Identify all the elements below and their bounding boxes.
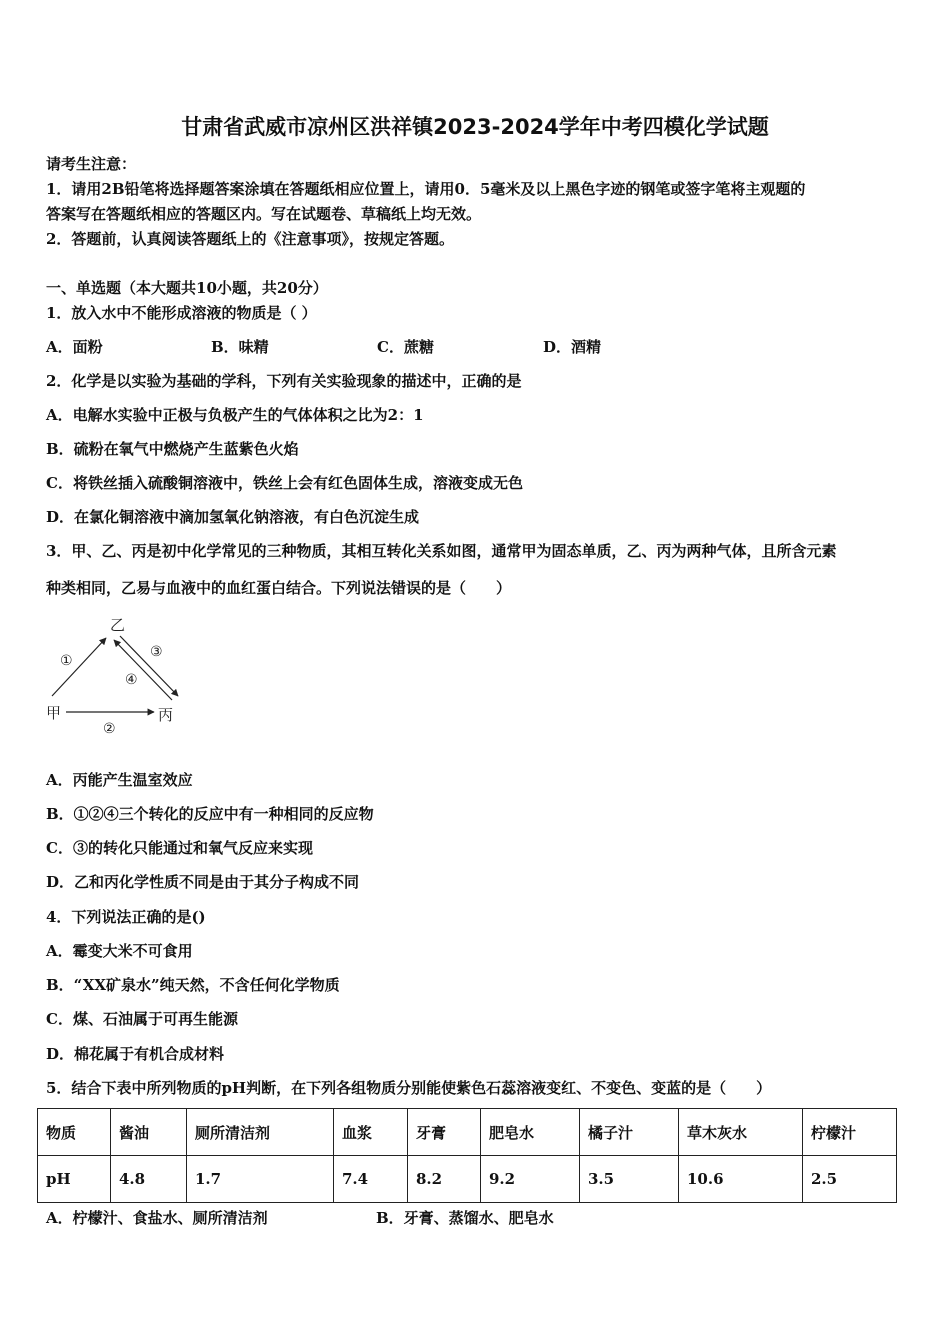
question-5-stem: 5．结合下表中所列物质的pH判断，在下列各组物质分别能使紫色石蕊溶液变红、不变色、变蓝的是（ ） [46,1079,772,1097]
conversion-diagram [40,608,200,743]
question-5-option-a: A．柠檬汁、食盐水、厕所清洁剂 [46,1209,268,1227]
section-heading: 一、单选题（本大题共10小题，共20分） [46,279,328,297]
question-1-option-b: B．味精 [211,338,269,356]
table-cell: 2.5 [803,1156,897,1203]
table-cell: 9.2 [481,1156,580,1203]
table-cell: 3.5 [580,1156,679,1203]
notice-heading: 请考生注意： [46,155,137,173]
question-3-option-b: B．①②④三个转化的反应中有一种相同的反应物 [46,805,374,823]
node-yi: 乙 [110,616,126,634]
question-4-stem: 4．下列说法正确的是() [46,908,206,926]
table-cell: 橘子汁 [580,1109,679,1156]
question-1-stem: 1．放入水中不能形成溶液的物质是（ ） [46,304,317,322]
table-cell: 柠檬汁 [803,1109,897,1156]
table-row [38,1109,897,1156]
question-4-option-a: A．霉变大米不可食用 [46,942,193,960]
question-3-stem-line-2: 种类相同，乙易与血液中的血红蛋白结合。下列说法错误的是（ ） [46,579,512,597]
table-cell: 牙膏 [408,1109,481,1156]
question-3-option-d: D．乙和丙化学性质不同是由于其分子构成不同 [46,873,360,891]
notice-item-1-line-2: 答案写在答题纸相应的答题区内。写在试题卷、草稿纸上均无效。 [46,205,482,223]
notice-item-1-line-1: 1．请用2B铅笔将选择题答案涂填在答题纸相应位置上，请用0．5毫米及以上黑色字迹的钢笔或签字笔将主观题的 [46,180,806,198]
question-2-option-b: B．硫粉在氧气中燃烧产生蓝紫色火焰 [46,440,299,458]
question-3-option-a: A．丙能产生温室效应 [46,771,193,789]
question-3-stem-line-1: 3．甲、乙、丙是初中化学常见的三种物质，其相互转化关系如图，通常甲为固态单质，乙、丙为两种气体，且所含元素 [46,542,837,560]
label-3: ③ [150,644,163,660]
table-cell: 8.2 [408,1156,481,1203]
label-4: ④ [125,672,138,688]
question-3-option-c: C．③的转化只能通过和氧气反应来实现 [46,839,313,857]
question-2-stem: 2．化学是以实验为基础的学科，下列有关实验现象的描述中，正确的是 [46,372,522,390]
question-2-option-d: D．在氯化铜溶液中滴加氢氧化钠溶液，有白色沉淀生成 [46,508,420,526]
ph-table [37,1108,897,1203]
table-cell: pH [38,1156,111,1203]
table-cell: 酱油 [111,1109,187,1156]
table-cell: 草木灰水 [679,1109,803,1156]
table-cell: 肥皂水 [481,1109,580,1156]
table-cell: 物质 [38,1109,111,1156]
question-2-option-c: C．将铁丝插入硫酸铜溶液中，铁丝上会有红色固体生成，溶液变成无色 [46,474,523,492]
node-jia: 甲 [46,704,62,722]
label-2: ② [103,721,116,737]
table-cell: 4.8 [111,1156,187,1203]
label-1: ① [60,653,73,669]
page-title: 甘肃省武威市凉州区洪祥镇2023-2024学年中考四模化学试题 [181,115,769,139]
table-cell: 厕所清洁剂 [187,1109,334,1156]
arrow-4 [114,640,172,700]
table-cell: 7.4 [334,1156,408,1203]
question-1-option-c: C．蔗糖 [377,338,434,356]
question-4-option-c: C．煤、石油属于可再生能源 [46,1010,238,1028]
table-cell: 血浆 [334,1109,408,1156]
notice-item-2: 2．答题前，认真阅读答题纸上的《注意事项》，按规定答题。 [46,230,454,248]
question-1-option-d: D．酒精 [543,338,602,356]
question-2-option-a: A．电解水实验中正极与负极产生的气体体积之比为2：1 [46,406,424,424]
question-1-option-a: A．面粉 [46,338,103,356]
question-4-option-d: D．棉花属于有机合成材料 [46,1045,225,1063]
table-cell: 10.6 [679,1156,803,1203]
node-bing: 丙 [158,706,174,724]
table-row [38,1156,897,1203]
table-cell: 1.7 [187,1156,334,1203]
question-5-option-b: B．牙膏、蒸馏水、肥皂水 [376,1209,554,1227]
question-4-option-b: B．“XX矿泉水”纯天然，不含任何化学物质 [46,976,340,994]
